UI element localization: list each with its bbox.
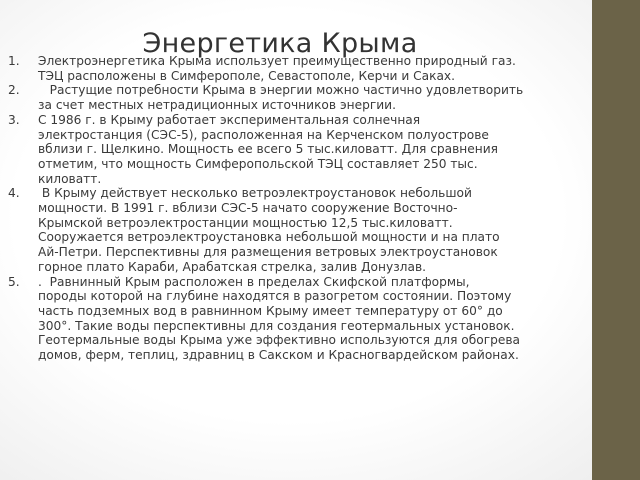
list-item-text-line: ТЭЦ расположены в Симферополе, Севастополе, Керчи и Саках. bbox=[38, 68, 456, 83]
list-item bbox=[8, 113, 588, 187]
list-item-text-line: за счет местных нетрадиционных источников энергии. bbox=[38, 98, 396, 113]
list-item-text-line: Растущие потребности Крыма в энергии можно частично удовлетворить bbox=[38, 83, 524, 98]
list-item-text-line: Электроэнергетика Крыма использует преимущественно природный газ. bbox=[38, 54, 516, 68]
list-item-text-line: электростанция (СЭС-5), расположенная на Керченском полуострове bbox=[38, 127, 489, 142]
list-item-text-line: Сооружается ветроэлектроустановка небольшой мощности и на плато bbox=[38, 230, 500, 245]
list-item-number: 2. bbox=[8, 83, 20, 98]
list-item-text-line: часть подземных вод в равнинном Крыму имеет температуру от 60° до bbox=[38, 303, 503, 318]
list-item-text-line: отметим, что мощность Симферопольской ТЭЦ составляет 250 тыс. bbox=[38, 156, 478, 171]
list-item-number: 4. bbox=[8, 186, 20, 201]
list-item bbox=[8, 275, 588, 363]
list-item-text-line: мощности. В 1991 г. вблизи СЭС-5 начато сооружение Восточно- bbox=[38, 201, 458, 216]
list-item-text-line: домов, ферм, теплиц, здравниц в Сакском и Красногвардейском районах. bbox=[38, 348, 519, 363]
list-item-text-line: С 1986 г. в Крыму работает экспериментальная солнечная bbox=[38, 112, 421, 127]
list-item-text-line: породы которой на глубине находятся в разогретом состоянии. Поэтому bbox=[38, 289, 512, 304]
list-item-text-line: вблизи г. Щелкино. Мощность ее всего 5 тыс.киловатт. Для сравнения bbox=[38, 142, 498, 157]
list-item bbox=[8, 54, 588, 83]
decorative-sidebar bbox=[592, 0, 640, 480]
list-item bbox=[8, 186, 588, 274]
list-item-number: 3. bbox=[8, 112, 20, 127]
list-item-text-line: киловатт. bbox=[38, 171, 102, 186]
list-item bbox=[8, 83, 588, 112]
list-item-text-line: горное плато Караби, Арабатская стрелка, залив Донузлав. bbox=[38, 259, 426, 274]
list-item-text-line: . Равнинный Крым расположен в пределах Скифской платформы, bbox=[38, 274, 470, 289]
list-item-text-line: 300°. Такие воды перспективны для создания геотермальных установок. bbox=[38, 318, 515, 333]
list-item-text-line: Ай-Петри. Перспективны для размещения ветровых электроустановок bbox=[38, 245, 498, 260]
list-item-number: 5. bbox=[8, 274, 20, 289]
list-item-text-line: В Крыму действует несколько ветроэлектроустановок небольшой bbox=[38, 186, 472, 201]
list-item-number: 1. bbox=[8, 54, 20, 68]
slide-title: Энергетика Крыма bbox=[142, 28, 418, 59]
numbered-list bbox=[8, 54, 588, 363]
list-item-text-line: Крымской ветроэлектростанции мощностью 12,5 тыс.киловатт. bbox=[38, 215, 453, 230]
list-item-text-line: Геотермальные воды Крыма уже эффективно используются для обогрева bbox=[38, 333, 521, 348]
